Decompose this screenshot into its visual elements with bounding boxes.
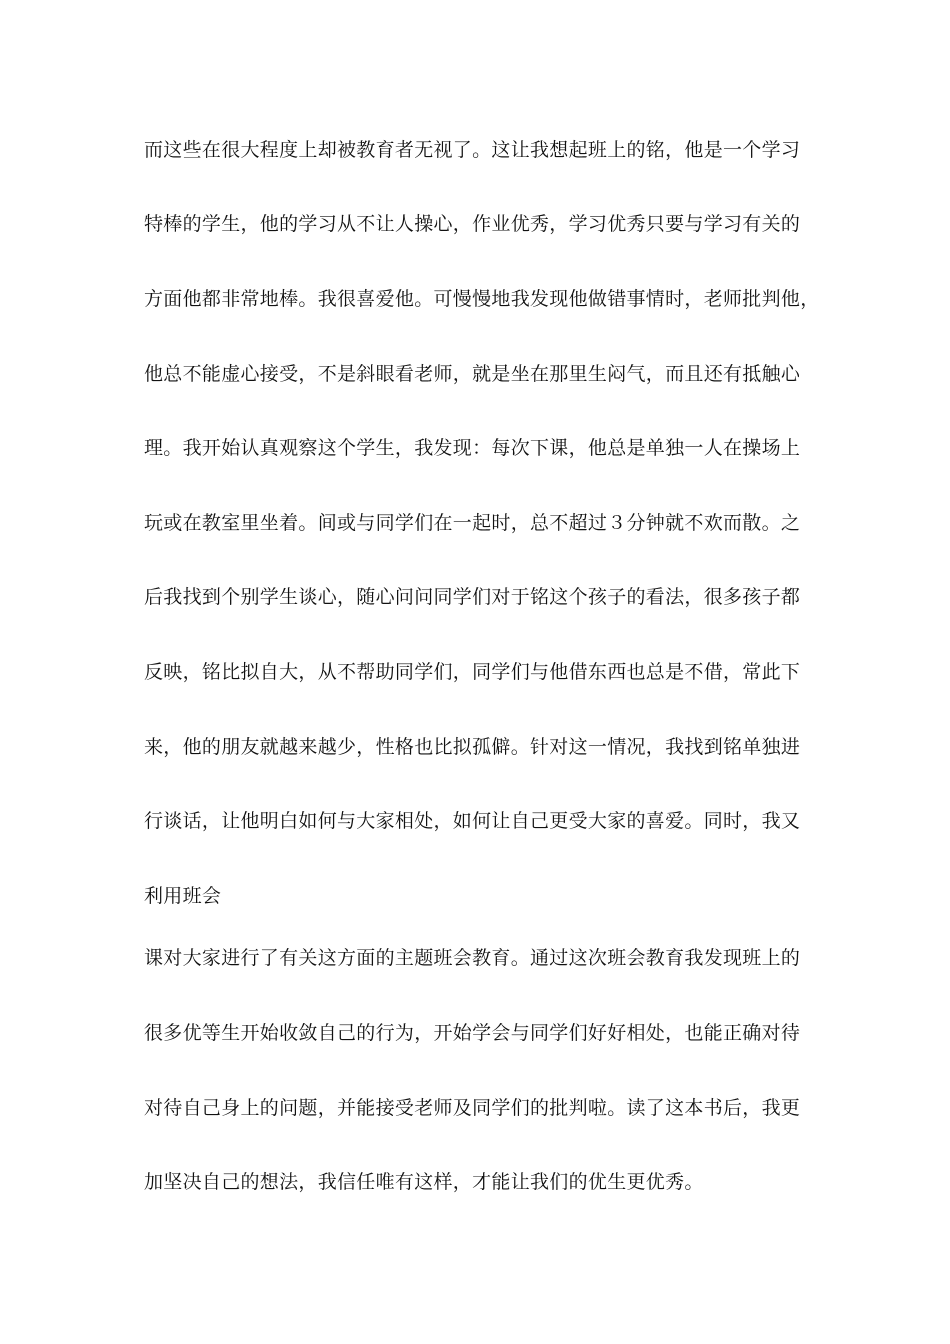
paragraph-line: 对待自己身上的问题，并能接受老师及同学们的批判啦。读了这本书后，我更 [144,1097,801,1119]
paragraph-line: 他总不能虚心接受，不是斜眼看老师，就是坐在那里生闷气，而且还有抵触心 [144,363,801,385]
paragraph-line: 来，他的朋友就越来越少，性格也比拟孤僻。针对这一情况，我找到铭单独进 [144,736,801,758]
paragraph-line: 玩或在教室里坐着。间或与同学们在一起时，总不超过３分钟就不欢而散。之 [144,512,801,534]
paragraph-line: 很多优等生开始收敛自己的行为，开始学会与同学们好好相处，也能正确对待 [144,1022,801,1044]
paragraph-line: 利用班会 [144,885,222,907]
paragraph-line: 特棒的学生，他的学习从不让人操心，作业优秀，学习优秀只要与学习有关的 [144,213,801,235]
paragraph-line: 反映，铭比拟自大，从不帮助同学们，同学们与他借东西也总是不借，常此下 [144,661,801,683]
paragraph-line: 理。我开始认真观察这个学生，我发现：每次下课，他总是单独一人在操场上 [144,437,801,459]
paragraph-line: 行谈话，让他明白如何与大家相处，如何让自己更受大家的喜爱。同时，我又 [144,810,801,832]
paragraph-line: 方面他都非常地棒。我很喜爱他。可慢慢地我发现他做错事情时，老师批判他， [144,288,820,310]
paragraph-line: 后我找到个别学生谈心，随心问问同学们对于铭这个孩子的看法，很多孩子都 [144,586,801,608]
paragraph-line: 加坚决自己的想法，我信任唯有这样，才能让我们的优生更优秀。 [144,1171,704,1193]
paragraph-line: 而这些在很大程度上却被教育者无视了。这让我想起班上的铭，他是一个学习 [144,139,801,161]
paragraph-line: 课对大家进行了有关这方面的主题班会教育。通过这次班会教育我发现班上的 [144,947,801,969]
